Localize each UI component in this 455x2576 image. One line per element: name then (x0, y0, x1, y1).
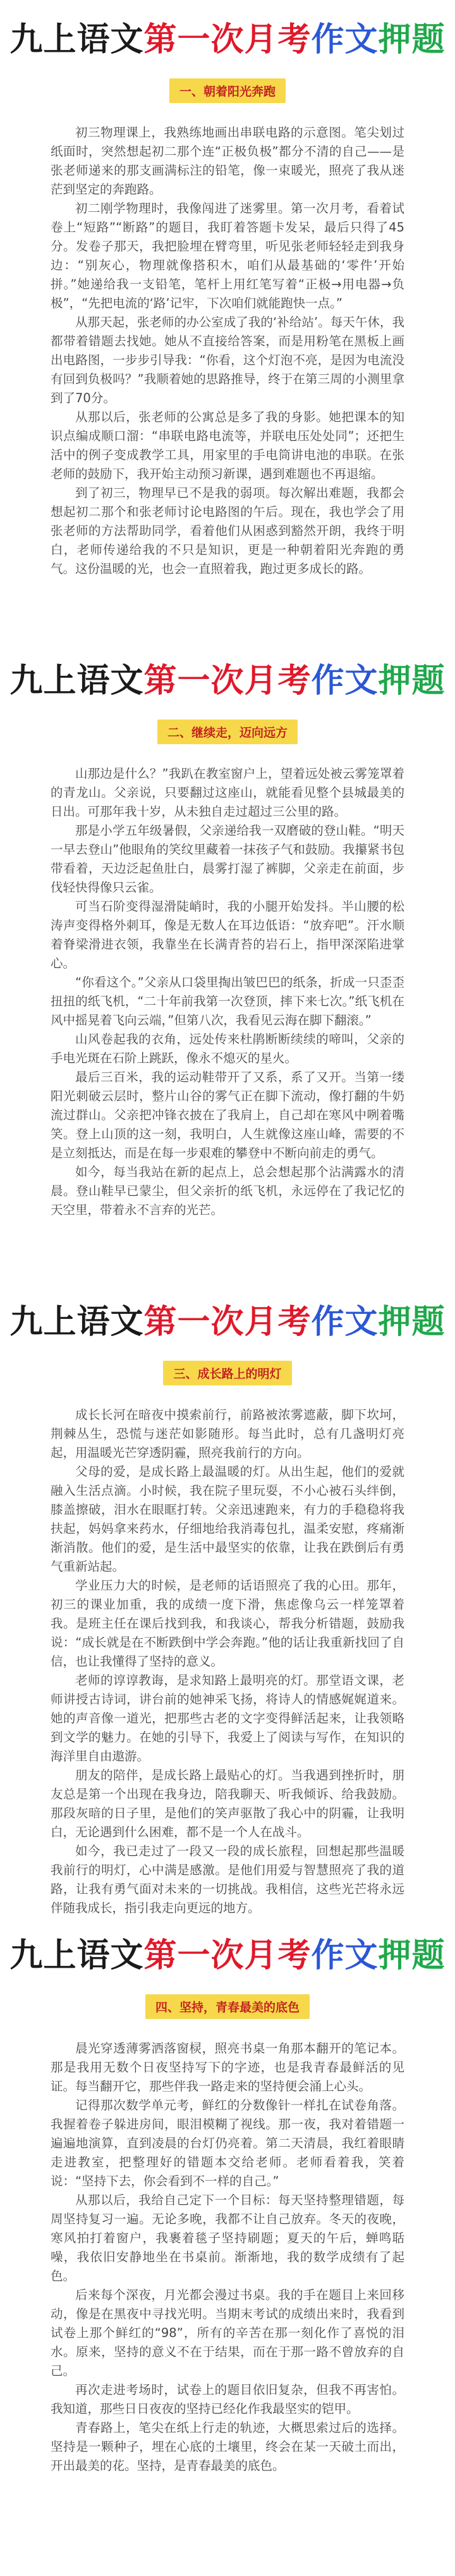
paragraph: 父母的爱，是成长路上最温暖的灯。从出生起，他们的爱就融入生活点滴。小时候，我在院子里玩耍，不小心被石头绊倒，膝盖擦破，泪水在眼眶打转。父亲迅速跑来，有力的手稳稳将我扶起，妈妈拿来药水，仔细地给我消毒包扎，温柔安慰，疼痛渐渐消散。他们的爱，是生活中最坚实的依靠，让我在跌倒后有勇气重新站起。 (51, 1464, 404, 1574)
essay-body (51, 2039, 404, 2475)
title-part-4: 押题 (378, 21, 446, 59)
section-subtitle: 四、坚持，青春最美的底色 (145, 1994, 310, 2019)
essay-section-3 (0, 1300, 455, 1918)
paragraph: 从那以后，张老师的公寓总是多了我的身影。她把课本的知识点编成顺口溜：“串联电路电流等，并联电压处处同”；还把生活中的例子变成教学工具，用家里的手电筒讲电池的串联。在张老师的鼓励下，我开始主动预习新课，遇到难题也不再退缩。 (51, 410, 404, 481)
paragraph: 山风卷起我的衣角，远处传来杜鹃断断续续的啼叫，父亲的手电光斑在石阶上跳跃，像永不熄灭的星火。 (51, 1032, 404, 1065)
paragraph: 从那以后，我给自己定下一个目标：每天坚持整理错题，每周坚持复习一遍。无论多晚，我都不让自己放弃。冬天的夜晚，寒风拍打着窗户，我裹着毯子坚持刷题；夏天的午后，蝉鸣聒噪，我依旧安静地坐在书桌前。渐渐地，我的数学成绩有了起色。 (51, 2193, 404, 2283)
section-subtitle: 一、朝着阳光奔跑 (169, 78, 286, 103)
section-title (0, 1300, 455, 1344)
title-part-1: 九上语文 (9, 1303, 144, 1341)
paragraph: 可当石阶变得湿滑陡峭时，我的小腿开始发抖。半山腰的松涛声变得格外刺耳，像是无数人在耳边低语：“放弃吧”。汗水顺着脊梁滑进衣领，我靠坐在长满青苔的岩石上，指甲深深陷进掌心。 (51, 899, 404, 971)
paragraph: 青春路上，笔尖在纸上行走的轨迹，大概思索过后的选择。坚持是一颗种子，埋在心底的土壤里，终会在某一天破土而出，开出最美的花。坚持，是青春最美的底色。 (51, 2420, 404, 2473)
title-part-3: 作文 (311, 1303, 379, 1341)
title-part-4: 押题 (378, 1303, 446, 1341)
title-part-2: 第一次月考 (143, 662, 312, 700)
paragraph: 学业压力大的时候，是老师的话语照亮了我的心田。那年，初三的课业加重，我的成绩一度下滑，焦虑像乌云一样笼罩着我。是班主任在课后找到我，和我谈心，帮我分析错题，鼓励我说：“成长就是在不断跌倒中学会奔跑。”他的话让我重新找回了自信，也让我懂得了坚持的意义。 (51, 1578, 404, 1669)
section-title (0, 659, 455, 703)
title-part-3: 作文 (311, 662, 379, 700)
paragraph: 初三物理课上，我熟练地画出串联电路的示意图。笔尖划过纸面时，突然想起初二那个连“正极负极”都分不清的自己——是张老师递来的那支画满标注的铅笔，像一束暖光，照亮了我从迷茫到坚定的奔跑路。 (51, 125, 404, 197)
paragraph: 老师的谆谆教诲，是求知路上最明亮的灯。那堂语文课，老师讲授古诗词，讲台前的她神采飞扬，将诗人的情感娓娓道来。她的声音像一道光，把那些古老的文字变得鲜活起来，让我领略到文学的魅力。在她的引导下，我爱上了阅读与写作，在知识的海洋里自由遨游。 (51, 1673, 404, 1763)
title-part-2: 第一次月考 (143, 21, 312, 59)
paragraph: 如今，我已走过了一段又一段的成长旅程，回想起那些温暖我前行的明灯，心中满是感激。是他们用爱与智慧照亮了我的道路，让我有勇气面对未来的一切挑战。我相信，这些光芒将永远伴随我成长，指引我走向更远的地方。 (51, 1844, 404, 1915)
essay-section-2 (0, 659, 455, 1220)
essay-body (51, 1406, 404, 1918)
essay-section-1 (0, 18, 455, 579)
paragraph: 晨光穿透薄雾洒落窗棂，照亮书桌一角那本翻开的笔记本。那是我用无数个日夜坚持写下的字迹，也是我青春最鲜活的见证。每当翻开它，那些伴我一路走来的坚持便会涌上心头。 (51, 2041, 404, 2094)
paragraph: 如今，每当我站在新的起点上，总会想起那个沾满露水的清晨。登山鞋早已蒙尘，但父亲折的纸飞机，永远停在了我记忆的天空里，带着永不言弃的光芒。 (51, 1165, 404, 1217)
title-part-2: 第一次月考 (143, 1303, 312, 1341)
paragraph: 最后三百米，我的运动鞋带开了又系，系了又开。当第一缕阳光刺破云层时，整片山谷的雾气正在脚下流动，像打翻的牛奶流过群山。父亲把冲锋衣披在了我肩上，自己却在寒风中咧着嘴笑。登上山顶的这一刻，我明白，人生就像这座山峰，需要的不是立刻抵达，而是在每一步艰难的攀登中不断向前走的勇气。 (51, 1070, 404, 1160)
paragraph: 成长长河在暗夜中摸索前行，前路被浓雾遮蔽，脚下坎坷，荆棘丛生，恐慌与迷茫如影随形。每当此时，总有几盏明灯亮起，用温暖光芒穿透阴霾，照亮我前行的方向。 (51, 1408, 404, 1460)
essay-section-4 (0, 1934, 455, 2475)
section-title (0, 18, 455, 62)
section-subtitle: 二、继续走，迈向远方 (157, 720, 298, 744)
paragraph: 那是小学五年级暑假，父亲递给我一双磨破的登山鞋。“明天一早去登山”他眼角的笑纹里藏着一抹孩子气和鼓励。我攥紧书包带看着，天边泛起鱼肚白，晨雾打湿了裤脚，父亲走在前面，步伐轻快得像只云雀。 (51, 823, 404, 895)
paragraph: 朋友的陪伴，是成长路上最贴心的灯。当我遇到挫折时，朋友总是第一个出现在我身边，陪我聊天、听我倾诉、给我鼓励。那段灰暗的日子里，是他们的笑声驱散了我心中的阴霾，让我明白，无论遇到什么困难，都不是一个人在战斗。 (51, 1768, 404, 1839)
title-part-4: 押题 (378, 1937, 446, 1975)
paragraph: 从那天起，张老师的办公室成了我的‘补给站’。每天午休，我都带着错题去找她。她从不直接给答案，而是用粉笔在黑板上画出电路图，一步步引导我：“你看，这个灯泡不亮，是因为电流没有回到负极吗？”我顺着她的思路推导，终于在第三周的小测里拿到了70分。 (51, 315, 404, 405)
essay-body (51, 123, 404, 579)
title-part-3: 作文 (311, 1937, 379, 1975)
paragraph: 到了初三，物理早已不是我的弱项。每次解出难题，我都会想起初二那个和张老师讨论电路图的午后。现在，我也学会了用张老师的方法帮助同学，看着他们从困惑到豁然开朗，我终于明白，老师传递给我的不只是知识，更是一种朝着阳光奔跑的勇气。这份温暖的光，也会一直照着我，跑过更多成长的路。 (51, 486, 404, 576)
title-part-4: 押题 (378, 662, 446, 700)
paragraph: “你看这个。”父亲从口袋里掏出皱巴巴的纸条，折成一只歪歪扭扭的纸飞机，“二十年前我第一次登顶，摔下来七次。”纸飞机在风中摇晃着飞向云端，”但第八次，我看见云海在脚下翻滚。” (51, 975, 404, 1027)
section-subtitle: 三、成长路上的明灯 (163, 1361, 291, 1385)
title-part-1: 九上语文 (9, 21, 144, 59)
paragraph: 后来每个深夜，月光都会漫过书桌。我的手在题目上来回移动，像是在黑夜中寻找光明。当期末考试的成绩出来时，我看到试卷上那个鲜红的“98”，所有的辛苦在那一刻化作了喜悦的泪水。原来，坚持的意义不在于结果，而在于那一路不曾放弃的自己。 (51, 2288, 404, 2378)
paragraph: 再次走进考场时，试卷上的题目依旧复杂，但我不再害怕。我知道，那些日日夜夜的坚持已经化作我最坚实的铠甲。 (51, 2383, 404, 2416)
paragraph: 初二刚学物理时，我像闯进了迷雾里。第一次月考，看着试卷上“短路”“断路”的题目，我盯着答题卡发呆，最后只得了45分。发卷子那天，我把脸埋在臂弯里，听见张老师轻轻走到我身边：“别灰心，物理就像搭积木，咱们从最基础的‘零件’开始拼。”她递给我一支铅笔，笔杆上用红笔写着“正极→用电器→负极”，“先把电流的‘路’记牢，下次咱们就能跑快一点。” (51, 201, 404, 310)
section-title (0, 1934, 455, 1978)
essay-body (51, 764, 404, 1220)
title-part-3: 作文 (311, 21, 379, 59)
title-part-2: 第一次月考 (143, 1937, 312, 1975)
title-part-1: 九上语文 (9, 662, 144, 700)
paragraph: 记得那次数学单元考，鲜红的分数像针一样扎在试卷角落。我握着卷子躲进房间，眼泪模糊了视线。那一夜，我对着错题一遍遍地演算，直到凌晨的台灯仍亮着。第二天清晨，我红着眼睛走进教室，把整理好的错题本交给老师。老师看着我，笑着说：“坚持下去，你会看到不一样的自己。” (51, 2098, 404, 2188)
paragraph: 山那边是什么？”我趴在教室窗户上，望着远处被云雾笼罩着的青龙山。父亲说，只要翻过这座山，就能看见整个县城最美的日出。可那年我十岁，从未独自走过超过三公里的路。 (51, 766, 404, 819)
title-part-1: 九上语文 (9, 1937, 144, 1975)
